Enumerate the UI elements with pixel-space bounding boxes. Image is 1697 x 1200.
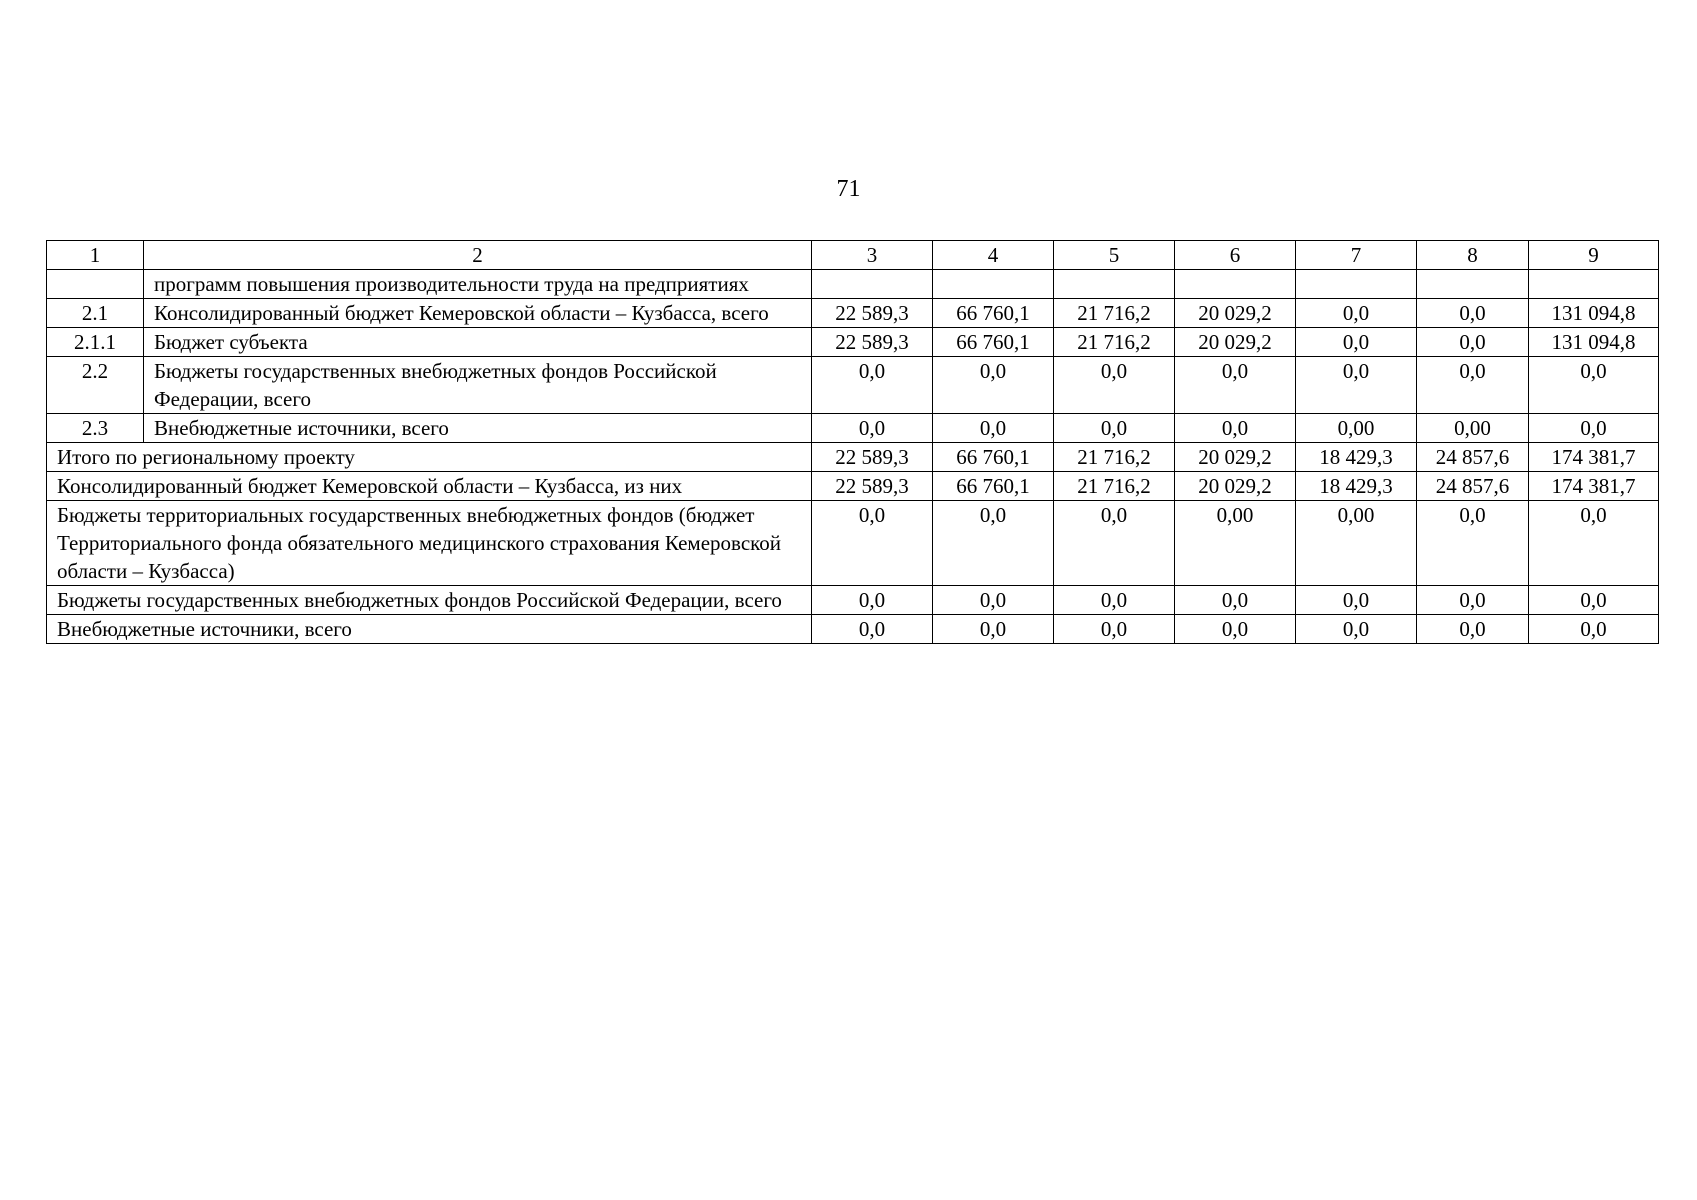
- value-cell: 21 716,2: [1054, 328, 1175, 357]
- value-cell: [1296, 270, 1417, 299]
- table-header-row: [47, 241, 1659, 270]
- value-cell: 0,0: [1417, 357, 1529, 414]
- column-header: 8: [1417, 241, 1529, 270]
- value-cell: [1054, 270, 1175, 299]
- table-row: [47, 270, 1659, 299]
- value-cell: 20 029,2: [1175, 299, 1296, 328]
- value-cell: 0,00: [1175, 501, 1296, 586]
- row-code: 2.3: [47, 414, 144, 443]
- value-cell: 66 760,1: [933, 328, 1054, 357]
- value-cell: 0,0: [1529, 615, 1659, 644]
- value-cell: 0,0: [1296, 357, 1417, 414]
- value-cell: 0,0: [1417, 299, 1529, 328]
- row-label: Консолидированный бюджет Кемеровской области – Кузбасса, всего: [144, 299, 812, 328]
- value-cell: 174 381,7: [1529, 472, 1659, 501]
- value-cell: 0,00: [1296, 414, 1417, 443]
- row-code: 2.1.1: [47, 328, 144, 357]
- summary-row: [47, 472, 1659, 501]
- table-row: [47, 414, 1659, 443]
- row-label: программ повышения производительности труда на предприятиях: [144, 270, 812, 299]
- value-cell: 0,00: [1296, 501, 1417, 586]
- value-cell: 0,0: [1296, 615, 1417, 644]
- value-cell: 0,0: [1296, 328, 1417, 357]
- column-header: 4: [933, 241, 1054, 270]
- value-cell: 22 589,3: [812, 443, 933, 472]
- summary-row: [47, 586, 1659, 615]
- value-cell: 22 589,3: [812, 299, 933, 328]
- value-cell: 24 857,6: [1417, 443, 1529, 472]
- value-cell: 20 029,2: [1175, 472, 1296, 501]
- value-cell: 22 589,3: [812, 472, 933, 501]
- row-code: 2.1: [47, 299, 144, 328]
- value-cell: 0,0: [812, 615, 933, 644]
- value-cell: 0,0: [812, 501, 933, 586]
- page-number: 71: [836, 176, 861, 202]
- value-cell: 0,0: [1529, 357, 1659, 414]
- row-code: [47, 270, 144, 299]
- column-header: 1: [47, 241, 144, 270]
- value-cell: 0,0: [1417, 501, 1529, 586]
- value-cell: 0,0: [1417, 615, 1529, 644]
- value-cell: [1529, 270, 1659, 299]
- column-header: 5: [1054, 241, 1175, 270]
- summary-row: [47, 615, 1659, 644]
- value-cell: 66 760,1: [933, 472, 1054, 501]
- value-cell: 0,0: [1054, 615, 1175, 644]
- value-cell: 0,0: [812, 414, 933, 443]
- summary-label: Бюджеты государственных внебюджетных фондов Российской Федерации, всего: [47, 586, 812, 615]
- value-cell: 0,00: [1417, 414, 1529, 443]
- column-header: 9: [1529, 241, 1659, 270]
- column-header: 3: [812, 241, 933, 270]
- row-code: 2.2: [47, 357, 144, 414]
- value-cell: 20 029,2: [1175, 443, 1296, 472]
- row-label: Бюджет субъекта: [144, 328, 812, 357]
- value-cell: 24 857,6: [1417, 472, 1529, 501]
- column-header: 6: [1175, 241, 1296, 270]
- value-cell: 174 381,7: [1529, 443, 1659, 472]
- row-label: Внебюджетные источники, всего: [144, 414, 812, 443]
- value-cell: 0,0: [933, 615, 1054, 644]
- budget-table: [46, 240, 1659, 644]
- column-header: 7: [1296, 241, 1417, 270]
- value-cell: 0,0: [933, 414, 1054, 443]
- value-cell: 0,0: [1529, 586, 1659, 615]
- value-cell: [1417, 270, 1529, 299]
- value-cell: 0,0: [1054, 501, 1175, 586]
- value-cell: 0,0: [933, 586, 1054, 615]
- value-cell: 66 760,1: [933, 443, 1054, 472]
- table-row: [47, 328, 1659, 357]
- value-cell: 18 429,3: [1296, 472, 1417, 501]
- summary-row: [47, 443, 1659, 472]
- value-cell: 0,0: [933, 357, 1054, 414]
- value-cell: 0,0: [1054, 586, 1175, 615]
- value-cell: 131 094,8: [1529, 299, 1659, 328]
- value-cell: 0,0: [1296, 299, 1417, 328]
- value-cell: [1175, 270, 1296, 299]
- summary-label: Итого по региональному проекту: [47, 443, 812, 472]
- value-cell: 18 429,3: [1296, 443, 1417, 472]
- row-label: Бюджеты государственных внебюджетных фондов Российской Федерации, всего: [144, 357, 812, 414]
- value-cell: 0,0: [1417, 586, 1529, 615]
- table-row: [47, 299, 1659, 328]
- value-cell: 0,0: [1175, 615, 1296, 644]
- summary-label: Внебюджетные источники, всего: [47, 615, 812, 644]
- value-cell: 0,0: [1417, 328, 1529, 357]
- value-cell: 0,0: [1175, 414, 1296, 443]
- value-cell: 0,0: [1175, 586, 1296, 615]
- value-cell: 0,0: [1529, 414, 1659, 443]
- value-cell: 0,0: [1054, 357, 1175, 414]
- column-header: 2: [144, 241, 812, 270]
- summary-row: [47, 501, 1659, 586]
- value-cell: 0,0: [812, 586, 933, 615]
- value-cell: 131 094,8: [1529, 328, 1659, 357]
- value-cell: 0,0: [1296, 586, 1417, 615]
- value-cell: 22 589,3: [812, 328, 933, 357]
- value-cell: [933, 270, 1054, 299]
- value-cell: 0,0: [1529, 501, 1659, 586]
- value-cell: 0,0: [933, 501, 1054, 586]
- value-cell: 21 716,2: [1054, 299, 1175, 328]
- value-cell: [812, 270, 933, 299]
- value-cell: 0,0: [812, 357, 933, 414]
- summary-label: Консолидированный бюджет Кемеровской области – Кузбасса, из них: [47, 472, 812, 501]
- value-cell: 66 760,1: [933, 299, 1054, 328]
- value-cell: 0,0: [1054, 414, 1175, 443]
- table-row: [47, 357, 1659, 414]
- value-cell: 20 029,2: [1175, 328, 1296, 357]
- value-cell: 0,0: [1175, 357, 1296, 414]
- summary-label: Бюджеты территориальных государственных внебюджетных фондов (бюджет Территориального фонда обязательного медицинского страхования Кемеровской области – Кузбасса): [47, 501, 812, 586]
- value-cell: 21 716,2: [1054, 443, 1175, 472]
- value-cell: 21 716,2: [1054, 472, 1175, 501]
